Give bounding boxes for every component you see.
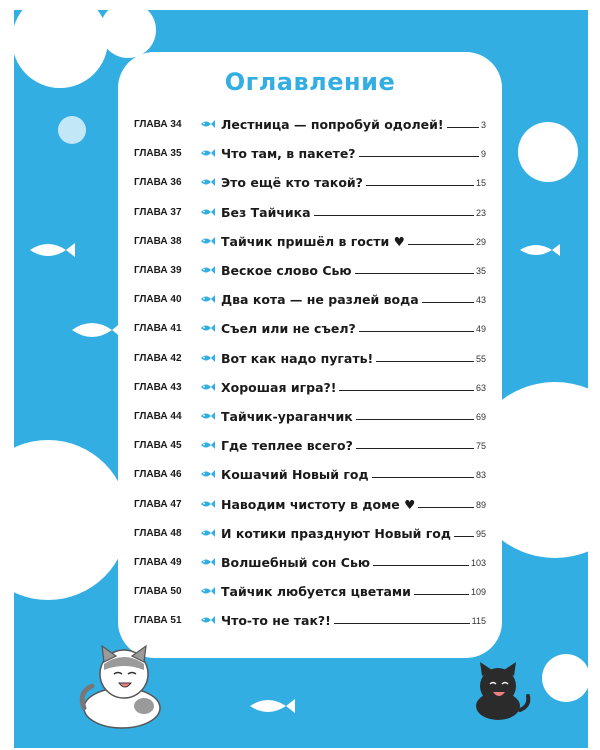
leader-line <box>355 272 474 274</box>
chapter-title: Что-то не так?! <box>221 613 331 629</box>
page-number: 83 <box>475 470 486 481</box>
cat-grey-white-illustration <box>74 640 172 732</box>
page-number: 23 <box>475 207 486 218</box>
chapter-title: Где теплее всего? <box>221 438 353 454</box>
chapter-title: Вот как надо пугать! <box>221 350 374 366</box>
leader-line <box>366 184 474 186</box>
page-number: 109 <box>470 587 486 598</box>
page-number: 115 <box>471 616 486 627</box>
fish-icon <box>200 119 216 129</box>
chapter-title: Тайчик-ураганчик <box>221 409 353 424</box>
chapter-title: Лестница — попробуй одолей! <box>221 117 444 132</box>
toc-row <box>134 143 486 161</box>
toc-card <box>118 52 502 658</box>
leader-line <box>408 243 474 245</box>
toc-row <box>134 348 486 366</box>
page-number: 9 <box>480 149 486 160</box>
fish-icon <box>200 323 216 333</box>
chapter-title: Тайчик любуется цветами <box>221 584 411 600</box>
chapter-title: Веское слово Сью <box>221 263 352 278</box>
leader-line <box>373 564 469 566</box>
chapter-number: ГЛАВА 49 <box>134 557 182 568</box>
toc-row <box>134 318 486 336</box>
chapter-number: ГЛАВА 50 <box>134 586 182 598</box>
fish-icon <box>200 615 216 625</box>
toc-row <box>134 114 486 132</box>
toc-row <box>134 231 486 249</box>
chapter-number: ГЛАВА 34 <box>134 119 182 130</box>
chapter-number: ГЛАВА 36 <box>134 177 182 189</box>
toc-row <box>134 610 486 628</box>
fish-icon <box>200 469 216 479</box>
chapter-number: ГЛАВА 48 <box>134 527 182 539</box>
chapter-number: ГЛАВА 46 <box>134 469 182 481</box>
leader-line <box>447 126 479 128</box>
leader-line <box>314 214 474 216</box>
chapter-number: ГЛАВА 40 <box>134 294 182 306</box>
chapter-number: ГЛАВА 44 <box>134 411 182 422</box>
leader-line <box>356 447 474 449</box>
chapter-title: Без Тайчика <box>221 204 311 220</box>
leader-line <box>454 535 474 537</box>
toc-row <box>134 464 486 482</box>
fish-icon <box>200 265 216 275</box>
fish-icon <box>200 294 216 304</box>
toc-row <box>134 552 486 570</box>
fish-icon <box>200 499 216 509</box>
leader-line <box>422 301 474 303</box>
fish-icon <box>200 440 216 450</box>
page-number: 63 <box>475 382 486 393</box>
fish-icon <box>200 411 216 421</box>
page-number: 69 <box>475 412 486 422</box>
page-number: 29 <box>475 236 486 247</box>
leader-line <box>372 476 474 478</box>
chapter-title: Съел или не съел? <box>221 321 356 337</box>
page-number: 3 <box>480 120 486 130</box>
chapter-number: ГЛАВА 51 <box>134 615 182 627</box>
chapter-number: ГЛАВА 35 <box>134 148 182 160</box>
toc-row <box>134 377 486 395</box>
toc-row <box>134 435 486 453</box>
chapter-title: Два кота — не разлей вода <box>221 292 419 308</box>
toc-row <box>134 172 486 190</box>
chapter-title: Тайчик пришёл в гости ♥ <box>221 233 405 249</box>
chapter-number: ГЛАВА 47 <box>134 498 182 510</box>
chapter-title: И котики празднуют Новый год <box>221 525 451 541</box>
fish-icon <box>200 528 216 538</box>
leader-line <box>414 593 469 595</box>
page-number: 43 <box>475 295 486 306</box>
fish-icon <box>200 382 216 392</box>
leader-line <box>418 506 474 508</box>
leader-line <box>376 360 474 362</box>
leader-line <box>334 622 470 624</box>
toc-row <box>134 260 486 278</box>
chapter-title: Хорошая игра?! <box>221 379 337 395</box>
fish-icon <box>200 177 216 187</box>
fish-icon <box>200 353 216 363</box>
cat-black-illustration <box>466 660 532 724</box>
leader-line <box>359 155 479 157</box>
page-number: 95 <box>475 528 486 539</box>
chapter-number: ГЛАВА 39 <box>134 265 182 276</box>
chapter-number: ГЛАВА 42 <box>134 352 182 364</box>
chapter-title: Это ещё кто такой? <box>221 175 363 191</box>
page-title: Оглавление <box>224 68 396 96</box>
page-number: 49 <box>475 324 486 335</box>
chapter-title: Наводим чистоту в доме ♥ <box>221 496 416 512</box>
toc-row <box>134 289 486 307</box>
page-number: 89 <box>475 499 486 510</box>
toc-row <box>134 202 486 220</box>
fish-icon <box>200 557 216 567</box>
page-number: 35 <box>475 266 486 276</box>
chapter-title: Кошачий Новый год <box>221 467 369 483</box>
page-number: 75 <box>475 441 486 452</box>
chapter-number: ГЛАВА 43 <box>134 381 182 393</box>
page-number: 15 <box>475 178 486 189</box>
toc-row <box>134 494 486 512</box>
fish-icon <box>200 236 216 246</box>
page-number: 103 <box>470 558 486 568</box>
chapter-title: Что там, в пакете? <box>221 146 356 162</box>
chapter-number: ГЛАВА 41 <box>134 323 182 335</box>
leader-line <box>356 418 474 420</box>
leader-line <box>359 330 474 332</box>
fish-icon <box>200 586 216 596</box>
fish-icon <box>200 207 216 217</box>
toc-row <box>134 581 486 599</box>
leader-line <box>339 389 474 391</box>
chapter-number: ГЛАВА 45 <box>134 440 182 452</box>
chapter-number: ГЛАВА 38 <box>134 235 182 247</box>
toc-row <box>134 523 486 541</box>
fish-icon <box>200 148 216 158</box>
page-number: 55 <box>475 353 486 364</box>
toc-row <box>134 406 486 424</box>
chapter-number: ГЛАВА 37 <box>134 206 182 218</box>
chapter-title: Волшебный сон Сью <box>221 555 371 570</box>
